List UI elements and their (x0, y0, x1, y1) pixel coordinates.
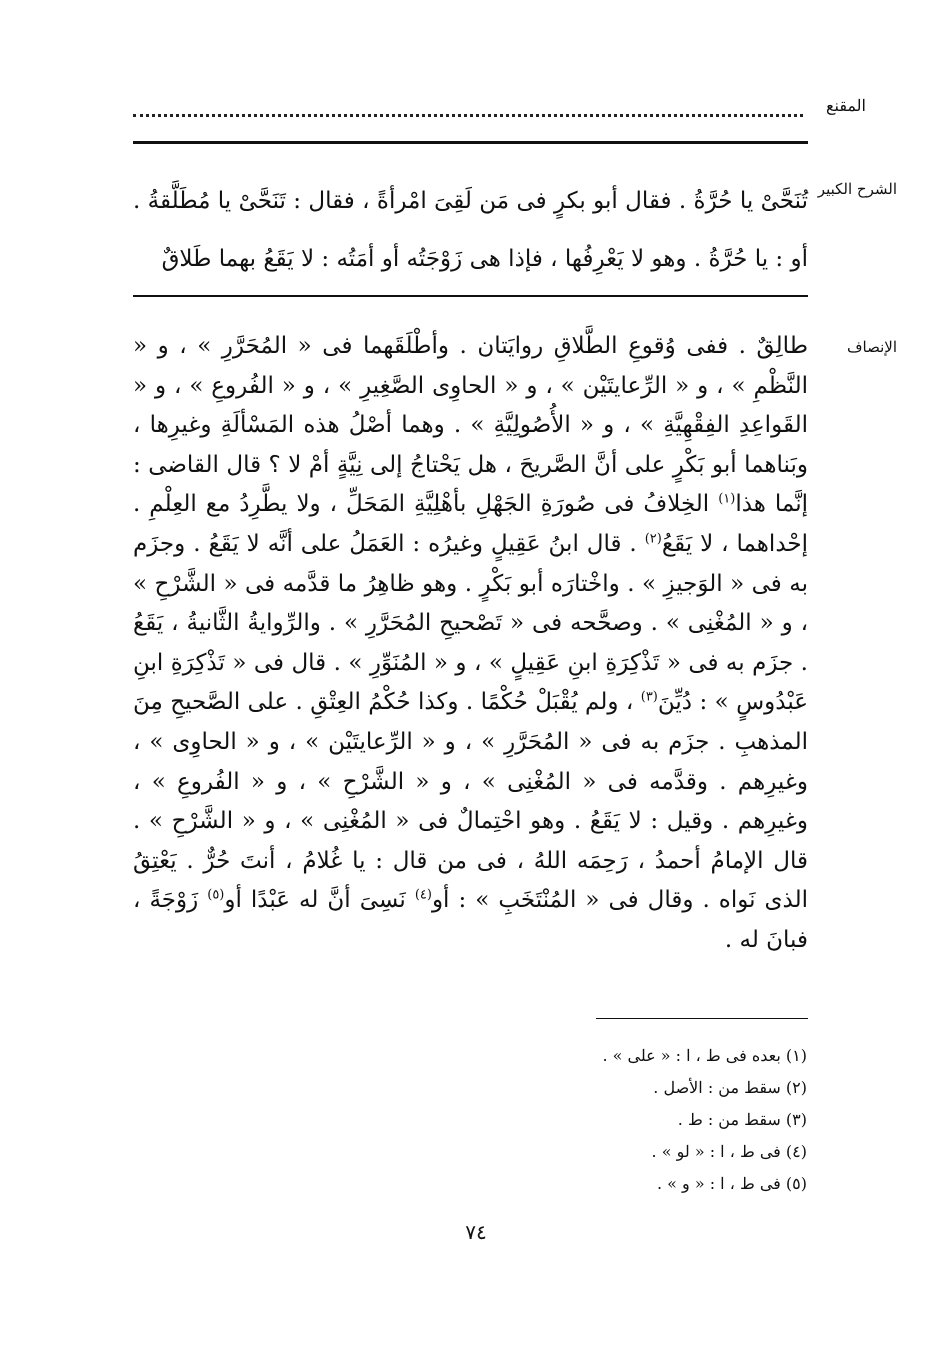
footnote-4: (٤) فى ط ، ا : « لو » . (651, 1142, 807, 1161)
footnote-5: (٥) فى ط ، ا : « و » . (656, 1174, 807, 1193)
footnote-ref-4: (٤) (414, 887, 432, 903)
footnote-ref-5: (٥) (207, 887, 225, 903)
footnote-ref-2: (٢) (644, 531, 662, 547)
footnote-2: (٢) سقط من : الأصل . (653, 1078, 807, 1097)
insaf-section-label: الإنصاف (846, 338, 897, 356)
footnotes (447, 1040, 807, 1200)
insaf-text-segment: نَسِىَ أنَّ له عَبْدًا أو (224, 887, 415, 914)
insaf-text-segment: طالِقٌ . ففى وُقوعِ الطَّلاقِ روايَتان . وأطْلَقَهما فى « المُحَرَّرِ » ، و « النَّظْمِ » ، و « الرِّعايتَيْن » ، و « الحاوِى الصَّغِيرِ » ، و « الفُروعِ » ، و « القَواعِدِ الفِقْهِيَّةِ » ، و « الأُصُولِيَّةِ » . وهما أصْلُ هذه المَسْألَةِ وغيرِها ، وبَناهما أبو بَكْرٍ على أنَّ الصَّريحَ ، هل يَحْتاجُ إلى نِيَّةٍ أمْ لا ؟ قال القاضى : إنَّما هذا (133, 333, 809, 518)
insaf-paragraph (133, 327, 808, 961)
section-divider-rule (133, 295, 808, 297)
running-header-title: المقنع (825, 96, 866, 115)
insaf-text-segment: الخِلافُ فى صُورَةِ الجَهْلِ بأهْلِيَّةِ المَحَلِّ ، ولا يطَّرِدُ مع العِلْمِ . إحْداهما ، لا يَقَعُ (133, 491, 809, 557)
header-rule (133, 141, 808, 144)
footnote-ref-1: (١) (718, 491, 736, 507)
insaf-text-block (133, 327, 808, 961)
footnote-separator (596, 1018, 808, 1019)
insaf-text-segment: زَوْجَةً ، فبانَ له . (133, 887, 808, 953)
header-dotted-rule (133, 114, 803, 117)
page-number: ٧٤ (465, 1220, 487, 1244)
sharh-paragraph: تُنَحَّىْ يا حُرَّةُ . فقال أبو بكرٍ فى مَن لَقِىَ امْرأةً ، فقال : تَنَحَّىْ يا مُطَلَّقةُ . أو : يا حُرَّةُ . وهو لا يَعْرِفُها ، فإذا هى زَوْجَتُه أو أمَتُه : لا يَقَعُ بهما طَلاقٌ (133, 188, 808, 272)
sharh-section-label: الشرح الكبير (817, 180, 897, 198)
footnote-1: (١) بعده فى ط ، ا : « على » . (602, 1046, 807, 1065)
footnote-ref-3: (٣) (640, 689, 658, 705)
insaf-text-segment: ، ولم يُقْبَلْ حُكْمًا . وكذا حُكْمُ العِتْقِ . على الصَّحيحِ مِنَ المذهبِ . جزَم به فى « المُحَرَّرِ » ، و « الرِّعايتَيْن » ، و « الحاوِى » ، وغيرِهم . وقدَّمه فى « المُغْنِى » ، و « الشَّرْحِ » ، و « الفُروعِ » ، وغيرِهم . وقيل : لا يَقَعُ . وهو احْتِمالٌ فى « المُغْنِى » ، و « الشَّرْحِ » . قال الإمامُ أحمدُ ، رَحِمَه اللهُ ، فى من قال : يا غُلامُ ، أنتَ حُرٌّ . يَعْتِقُ الذى نَواه . وقال فى « المُنْتَخَبِ » : أو (133, 689, 809, 914)
footnote-3: (٣) سقط من : ط . (677, 1110, 807, 1129)
insaf-text-segment: . قال ابنُ عَقِيلٍ وغيرُه : العَمَلُ على أنَّه لا يَقَعُ . وجزَم به فى « الوَجيزِ » . واخْتارَه أبو بَكْرٍ . وهو ظاهِرُ ما قدَّمه فى « الشَّرْحِ » ، و « المُغْنِى » . وصحَّحه فى « تَصْحيحِ المُحَرَّرِ » . والرِّوايةُ الثَّانيةُ ، يَقَعُ . جزَم به فى « تَذْكِرَةِ ابنِ عَقِيلٍ » ، و « المُنَوِّرِ » . قال فى « تَذْكِرَةِ ابنِ عَبْدُوسٍ » : دُيِّنَ (133, 530, 809, 716)
sharh-text-block (133, 172, 808, 288)
